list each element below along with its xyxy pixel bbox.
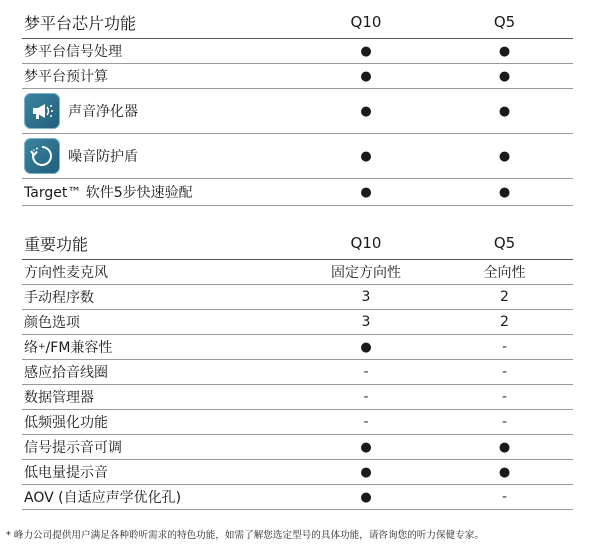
table-row bbox=[22, 310, 573, 335]
circular-arrow-icon bbox=[24, 138, 60, 174]
table-row bbox=[22, 260, 573, 285]
q10-value: ● bbox=[360, 489, 372, 505]
feature-name: 方向性麦克风 bbox=[24, 265, 108, 281]
q5-value: - bbox=[501, 364, 508, 380]
table-row bbox=[22, 285, 573, 310]
section-title: 重要功能 bbox=[24, 234, 89, 254]
table-row bbox=[22, 179, 573, 206]
q10-value: ● bbox=[360, 439, 372, 455]
q10-value: ● bbox=[360, 68, 372, 84]
column-q10: Q10 bbox=[350, 13, 382, 31]
feature-name: 噪音防护盾 bbox=[68, 149, 138, 165]
table-row bbox=[22, 385, 573, 410]
q10-value: ● bbox=[360, 184, 372, 200]
table-row bbox=[22, 89, 573, 134]
q5-value: - bbox=[501, 414, 508, 430]
table-row bbox=[22, 134, 573, 179]
table-row bbox=[22, 335, 573, 360]
q10-value: ● bbox=[360, 103, 372, 119]
q5-value: ● bbox=[498, 68, 511, 84]
chip-features-table bbox=[22, 6, 573, 206]
q5-value: ● bbox=[498, 148, 511, 164]
q10-value: ● bbox=[360, 148, 372, 164]
megaphone-icon bbox=[24, 93, 60, 129]
feature-name: 络 + /FM兼容性 bbox=[24, 340, 113, 356]
feature-name: 颜色选项 bbox=[24, 315, 80, 331]
q10-value: - bbox=[363, 364, 369, 380]
feature-name: 梦平台信号处理 bbox=[24, 44, 122, 60]
column-q5: Q5 bbox=[493, 13, 516, 31]
table-row bbox=[22, 39, 573, 64]
q10-value: ● bbox=[360, 43, 372, 59]
q5-value: 2 bbox=[500, 289, 509, 305]
q5-value: ● bbox=[498, 43, 511, 59]
feature-name: 低电量提示音 bbox=[24, 465, 108, 481]
feature-name: 手动程序数 bbox=[24, 290, 94, 306]
q5-value: - bbox=[501, 389, 508, 405]
feature-name: Target™ 软件5步快速验配 bbox=[24, 185, 193, 201]
key-features-header bbox=[22, 227, 573, 260]
table-row bbox=[22, 460, 573, 485]
footnote: * 峰力公司提供用户满足各种聆听需求的特色功能，如需了解您选定型号的具体功能，请咨询您的听力保健专家。 bbox=[6, 530, 484, 541]
q5-value: - bbox=[501, 339, 508, 355]
key-features-table bbox=[22, 227, 573, 510]
q5-value: ● bbox=[498, 439, 511, 455]
column-q10: Q10 bbox=[350, 234, 382, 252]
q5-value: ● bbox=[498, 464, 511, 480]
feature-name: 梦平台预计算 bbox=[24, 69, 108, 85]
table-row bbox=[22, 64, 573, 89]
q10-value: 3 bbox=[361, 289, 371, 305]
table-row bbox=[22, 435, 573, 460]
q10-value: 3 bbox=[361, 314, 371, 330]
q5-value: 2 bbox=[500, 314, 509, 330]
feature-name: AOV (自适应声学优化孔) bbox=[24, 490, 182, 506]
feature-name: 信号提示音可调 bbox=[24, 440, 122, 456]
feature-name: 低频强化功能 bbox=[24, 415, 108, 431]
feature-name: 声音净化器 bbox=[68, 104, 138, 120]
q5-value: - bbox=[501, 489, 508, 505]
q5-value: 全向性 bbox=[483, 265, 526, 281]
table-row bbox=[22, 360, 573, 385]
q10-value: ● bbox=[360, 464, 372, 480]
q10-value: ● bbox=[360, 339, 372, 355]
q5-value: ● bbox=[498, 184, 511, 200]
feature-name: 感应拾音线圈 bbox=[24, 365, 108, 381]
q5-value: ● bbox=[498, 103, 511, 119]
q10-value: - bbox=[363, 414, 369, 430]
feature-name: 数据管理器 bbox=[24, 390, 94, 406]
section-title: 梦平台芯片功能 bbox=[24, 13, 137, 33]
q10-value: - bbox=[363, 389, 369, 405]
q10-value: 固定方向性 bbox=[331, 265, 401, 281]
column-q5: Q5 bbox=[493, 234, 516, 252]
table-row bbox=[22, 485, 573, 510]
table-row bbox=[22, 410, 573, 435]
chip-features-header bbox=[22, 6, 573, 39]
